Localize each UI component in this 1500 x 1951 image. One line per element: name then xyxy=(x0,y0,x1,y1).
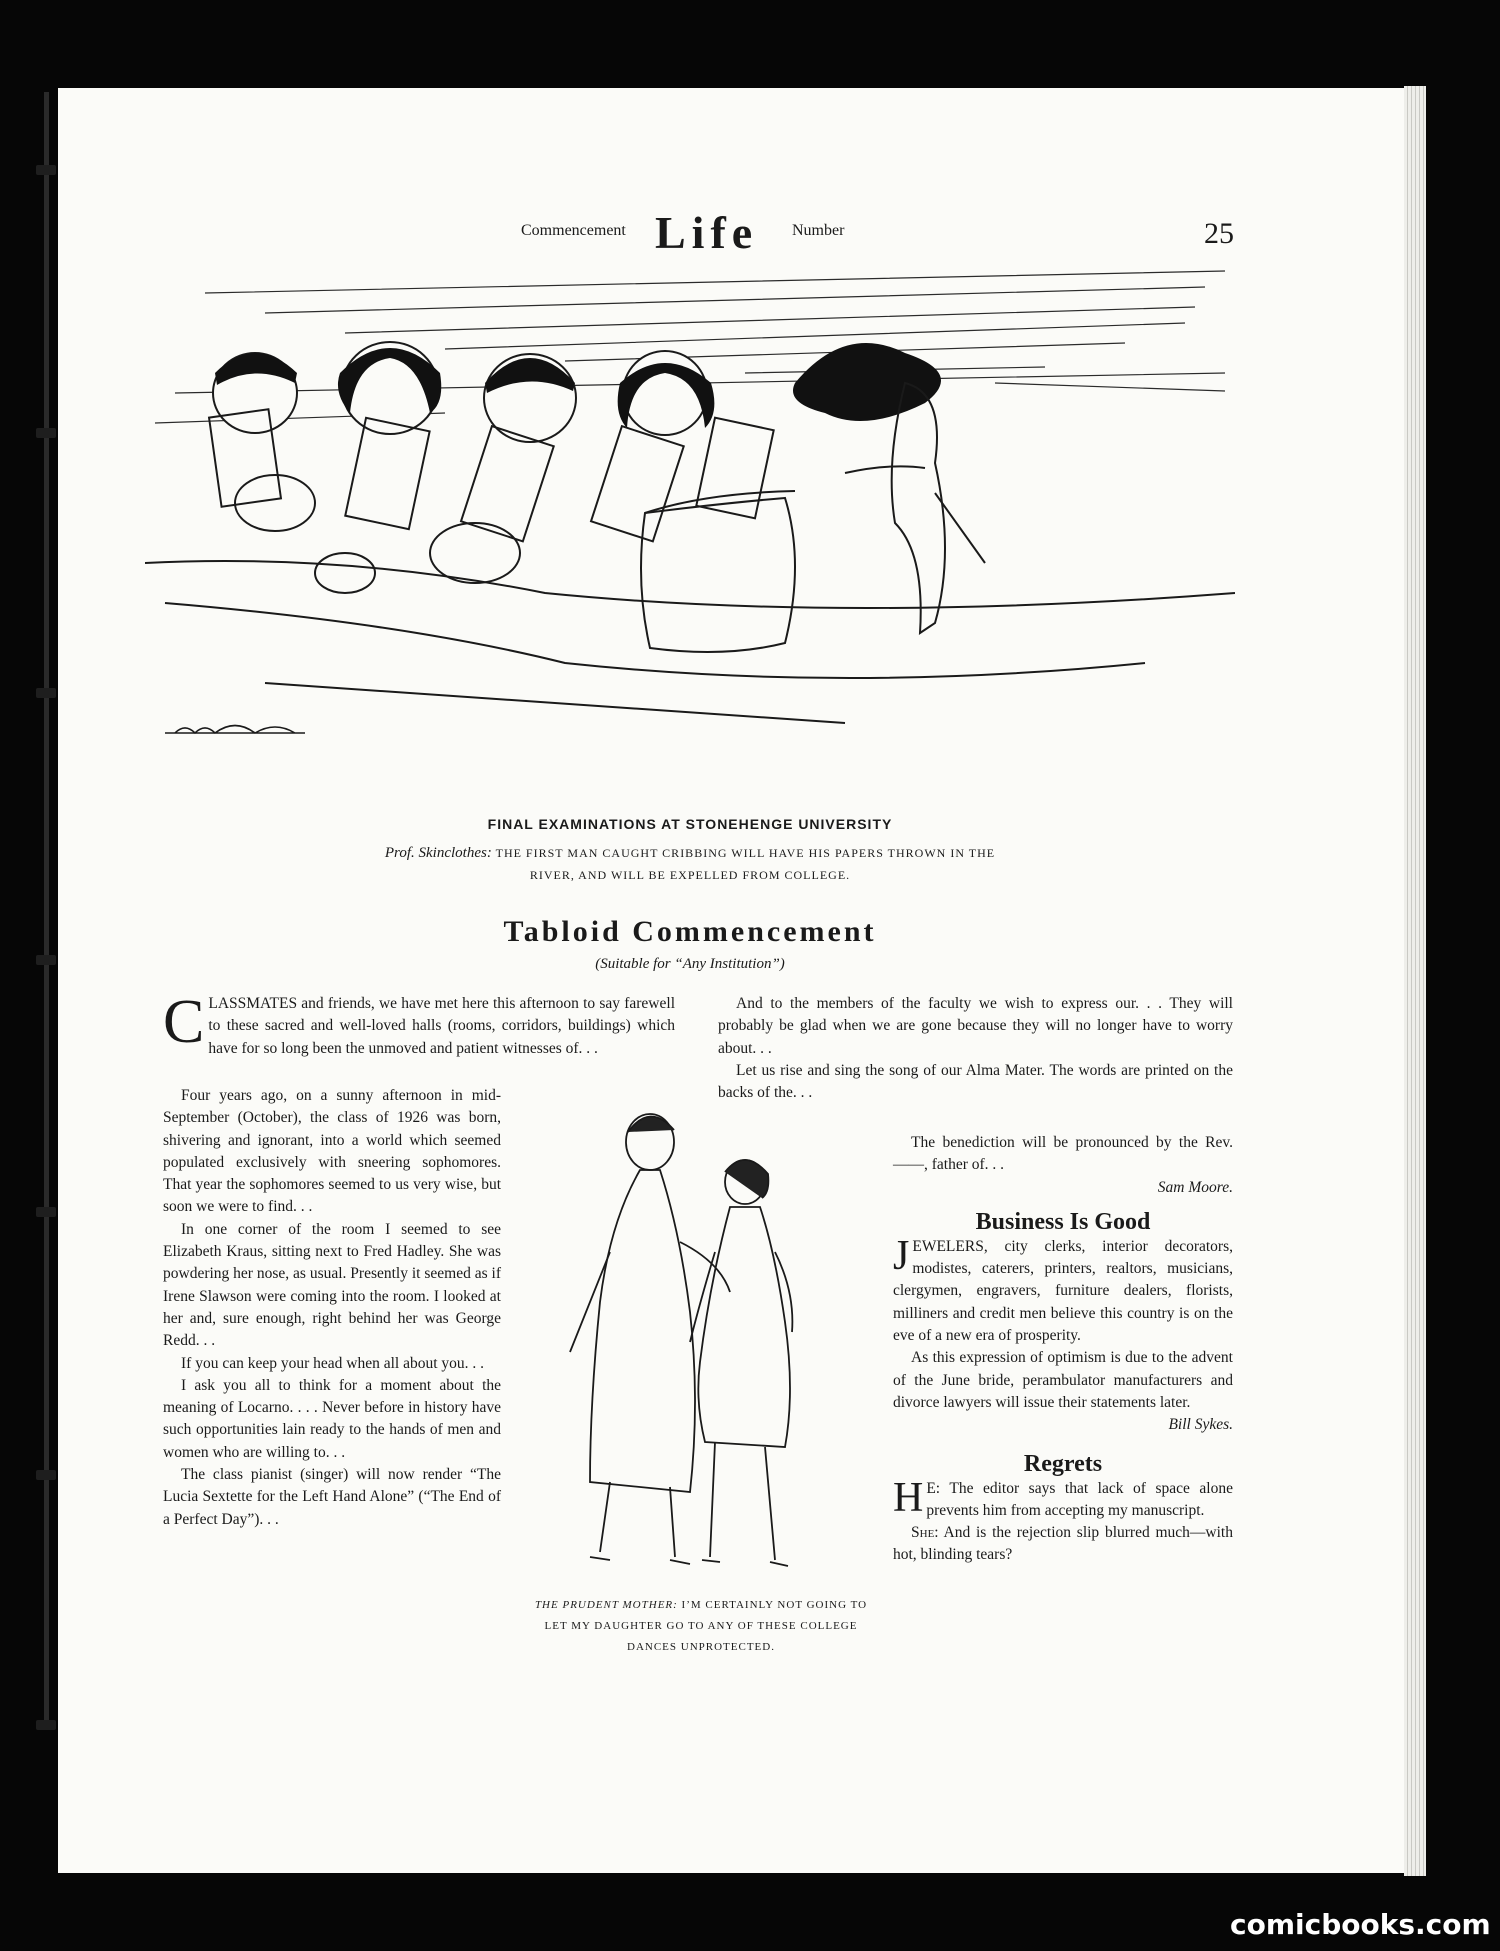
article-paragraph-9: The benediction will be pronounced by the Rev. ——, father of. . . xyxy=(893,1134,1233,1174)
article-subtitle: (Suitable for “Any Institution”) xyxy=(595,956,785,972)
binding-stitch xyxy=(36,428,56,438)
binding-stitch xyxy=(36,1470,56,1480)
binding-stitch xyxy=(36,955,56,965)
article-title: Tabloid Commencement xyxy=(503,915,877,948)
stonehenge-cartoon xyxy=(145,263,1235,803)
article-column-right xyxy=(893,1132,1233,1567)
mother-daughter-illustration xyxy=(530,1102,870,1580)
cartoon-speaker: Prof. Skinclothes: xyxy=(384,845,492,861)
drop-cap-h: H xyxy=(893,1474,924,1521)
binding-stitch xyxy=(36,165,56,175)
illustration-caption xyxy=(528,1595,874,1658)
article-column-left-top xyxy=(163,988,675,1060)
article-author: Sam Moore. xyxy=(1157,1178,1233,1196)
article-paragraph-3: In one corner of the room I seemed to see Elizabeth Kraus, sitting next to Fred Hadley. She was powdering her nose, as usual. Presently it seemed as if Irene Slawson were coming into the room. I looked at her and, sure enough, right behind her was George Redd. . . xyxy=(163,1220,501,1350)
cartoon-caption-line1 xyxy=(140,845,1240,862)
header-number: Number xyxy=(792,222,845,239)
drop-cap-c: C xyxy=(163,988,205,1056)
business-author: Bill Sykes. xyxy=(1168,1416,1233,1434)
article-paragraph-7: And to the members of the faculty we wish to express our. . . They will probably be glad when we are gone because they will no longer have to worry about. . . xyxy=(718,995,1233,1057)
binding-stitch xyxy=(36,1720,56,1730)
article-paragraph-2: Four years ago, on a sunny afternoon in mid-September (October), the class of 1926 was born, shivering and ignorant, into a world which seemed populated exclusively with sneering sophomores. That year the sophomores seemed to us very wise, but soon we were to find. . . xyxy=(163,1087,501,1216)
illustration-speaker: THE PRUDENT MOTHER: xyxy=(534,1599,678,1611)
header-magazine-title: Life xyxy=(655,207,759,258)
article-paragraph-6: The class pianist (singer) will now render “The Lucia Sextette for the Left Hand Alone” (“The End of a Perfect Day”). . . xyxy=(163,1466,501,1528)
article-paragraph-1: LASSMATES and friends, we have met here this afternoon to say farewell to these sacred and well-loved halls (rooms, corridors, buildings) which have for so long been the unmoved and patient witnesses of. . . xyxy=(208,995,675,1057)
cartoon-caption-text1: THE FIRST MAN CAUGHT CRIBBING WILL HAVE HIS PAPERS THROWN IN THE xyxy=(495,846,996,860)
drop-cap-j: J xyxy=(893,1232,910,1279)
business-paragraph-2: As this expression of optimism is due to the advent of the June bride, perambulator manufacturers and divorce lawyers will issue their statements later. xyxy=(893,1349,1233,1411)
header-commencement: Commencement xyxy=(521,222,626,239)
regrets-title: Regrets xyxy=(1023,1450,1103,1477)
binding-spine xyxy=(44,92,49,1727)
illustration-caption-text: I’M CERTAINLY NOT GOING TO LET MY DAUGHTER GO TO ANY OF THESE COLLEGE DANCES UNPROTECTED. xyxy=(544,1599,868,1653)
page-number: 25 xyxy=(1204,217,1234,250)
article-paragraph-4: If you can keep your head when all about you. . . xyxy=(181,1354,485,1372)
article-paragraph-8: Let us rise and sing the song of our Alma Mater. The words are printed on the backs of the. . . xyxy=(718,1061,1233,1102)
binding-stitch xyxy=(36,1207,56,1217)
article-paragraph-5: I ask you all to think for a moment about the meaning of Locarno. . . . Never before in history have such opportunities lain ready to the hands of men and women who are willing to. . . xyxy=(163,1376,501,1461)
binding-stitch xyxy=(36,688,56,698)
watermark-text: comicbooks.com xyxy=(1230,1908,1491,1941)
business-paragraph-1: EWELERS, city clerks, interior decorators, modistes, caterers, printers, realtors, musicians, clergymen, engravers, furniture dealers, florists, milliners and credit men believe this country is on the eve of a new era of prosperity. xyxy=(893,1237,1233,1345)
business-title: Business Is Good xyxy=(975,1208,1151,1235)
regrets-paragraph-2: And is the rejection slip blurred much—with hot, blinding tears? xyxy=(893,1524,1233,1564)
regrets-she-label: She: xyxy=(911,1524,939,1542)
article-column-left xyxy=(163,1085,501,1531)
cartoon-caption-line2: RIVER, AND WILL BE EXPELLED FROM COLLEGE. xyxy=(529,868,851,882)
cartoon-title: FINAL EXAMINATIONS AT STONEHENGE UNIVERSITY xyxy=(487,816,893,832)
page-stack-edge xyxy=(1404,86,1426,1876)
regrets-paragraph-1: E: The editor says that lack of space alone prevents him from accepting my manuscript. xyxy=(926,1479,1233,1519)
article-column-right-top xyxy=(718,993,1233,1104)
